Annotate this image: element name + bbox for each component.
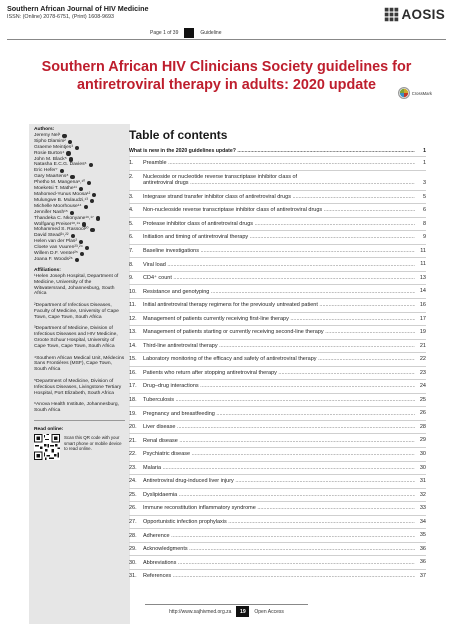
affiliation-item: ⁴Southern African Medical Unit, Médecins Sans Frontières (MSF), Cape Town, South Africa bbox=[34, 355, 125, 373]
orcid-icon[interactable] bbox=[62, 134, 66, 138]
toc-entry-number: 24. bbox=[129, 478, 137, 485]
author-name: Mohammed S. Rassool²⁰ bbox=[34, 227, 89, 233]
author-name: Michelle Moorhouse¹⁴ bbox=[34, 203, 82, 209]
toc-entry-text: Abbreviations ..... bbox=[143, 560, 415, 566]
toc-entry-title bbox=[143, 478, 415, 485]
toc-entry-title bbox=[143, 356, 415, 363]
affiliation-item: ³Department of Medicine, Division of Infectious Diseases and HIV Medicine, Groote Schuur Hospital, University of Cape Town, Cape Town, South Africa bbox=[34, 326, 118, 349]
toc-entry-title bbox=[143, 424, 415, 431]
author-name: Cloete van Vuuren²³,²⁴ bbox=[34, 245, 83, 251]
toc-entry-title bbox=[143, 397, 415, 404]
author-sidebar bbox=[29, 124, 130, 624]
toc-entry-text: What is new in the 2020 guidelines update? ..... bbox=[129, 146, 415, 156]
toc-entry[interactable] bbox=[129, 420, 426, 434]
affiliation-item: ¹Helen Joseph Hospital, Department of Medicine, University of the Witwatersrand, Johannesburg, South Africa bbox=[34, 273, 119, 297]
toc-entry-text: Dyslipidaemia ..... bbox=[143, 492, 415, 498]
toc-entry-page: 11 bbox=[420, 261, 426, 268]
toc-entry-number: 20. bbox=[129, 424, 137, 431]
toc-entry[interactable] bbox=[129, 542, 426, 556]
toc-entry-page: 35 bbox=[419, 532, 426, 539]
toc-entry-title bbox=[143, 519, 415, 526]
toc-entry-number: 4. bbox=[129, 207, 134, 214]
journal-url[interactable]: http://www.sajhivmed.org.za bbox=[169, 608, 232, 615]
toc-entry-page: 24 bbox=[419, 383, 426, 390]
toc-entry[interactable] bbox=[129, 379, 426, 393]
toc-entry-text: Third-line antiretroviral therapy ..... bbox=[143, 343, 415, 349]
toc-entry-page: 21 bbox=[419, 342, 426, 349]
toc-entry-text: Malaria ..... bbox=[143, 465, 415, 471]
toc-entry-text: Protease inhibitor class of antiretroviral drugs ..... bbox=[143, 221, 415, 227]
toc-entry-title bbox=[143, 329, 415, 336]
toc-entry[interactable] bbox=[129, 298, 426, 312]
toc-entry[interactable] bbox=[129, 366, 426, 380]
toc-entry-number: 5. bbox=[129, 220, 134, 227]
toc-entry[interactable] bbox=[129, 569, 426, 583]
affiliation-item: ²Department of Infectious Diseases, Faculty of Medicine, University of Cape Town, Cape Town, South Africa bbox=[34, 302, 119, 320]
toc-entry-title bbox=[143, 383, 415, 390]
toc-entry-number: 26. bbox=[129, 505, 137, 512]
toc-entry-line1: Nucleoside or nucleotide reverse transcriptase inhibitor class of bbox=[143, 173, 298, 180]
orcid-icon[interactable] bbox=[82, 222, 86, 226]
toc-entry-page: 34 bbox=[419, 518, 426, 525]
journal-name: Southern African Journal of HIV Medicine bbox=[7, 4, 149, 13]
page-label: Page 1 of 39 bbox=[150, 30, 179, 36]
toc-entry-text: Tuberculosis ..... bbox=[143, 397, 415, 403]
toc-entry[interactable] bbox=[129, 515, 426, 529]
issn: ISSN: (Online) 2078-6751, (Print) 1608-9693 bbox=[7, 14, 114, 20]
toc-entry-text: Initiation and timing of antiretroviral therapy ..... bbox=[143, 234, 415, 240]
toc-entry-number: 18. bbox=[129, 397, 137, 404]
toc-entry-number: 1. bbox=[129, 160, 134, 167]
toc-entry-title bbox=[143, 207, 415, 214]
toc-entry[interactable] bbox=[129, 339, 426, 353]
toc-entry-page: 30 bbox=[419, 464, 426, 471]
orcid-icon[interactable] bbox=[90, 199, 94, 203]
toc-entry-title bbox=[143, 546, 415, 553]
toc-entry-number: 9. bbox=[129, 275, 134, 282]
orcid-icon[interactable] bbox=[70, 175, 74, 179]
toc-entry[interactable] bbox=[129, 284, 426, 298]
read-online-heading: Read online: bbox=[34, 426, 64, 432]
toc-entry-page: 26 bbox=[419, 410, 426, 417]
toc-entry-text: antiretroviral drugs ..... bbox=[143, 180, 415, 187]
author-name: Gary Maartens⁸ bbox=[34, 174, 69, 180]
author-name: Natasha E.C.G. Davies⁶ bbox=[34, 162, 87, 168]
toc-entry-title bbox=[143, 234, 415, 241]
toc-entry-page: 11 bbox=[420, 247, 426, 254]
toc-entry-text: Laboratory monitoring of the efficacy and safety of antiretroviral therapy ..... bbox=[143, 356, 415, 362]
orcid-icon[interactable] bbox=[69, 157, 73, 161]
affiliations-heading: Affiliations: bbox=[34, 267, 61, 273]
toc-entry-title bbox=[143, 438, 415, 445]
toc-entry-page: 6 bbox=[422, 207, 426, 214]
toc-entry-title bbox=[143, 505, 415, 512]
header-rule bbox=[7, 39, 446, 40]
black-tab bbox=[184, 28, 194, 38]
toc-entry-page: 29 bbox=[419, 437, 426, 444]
toc-entry[interactable] bbox=[129, 406, 426, 420]
orcid-icon[interactable] bbox=[75, 258, 79, 262]
affiliation-item: ⁵Department of Medicine, Division of Infectious Diseases, Livingstone Tertiary Hospital, Port Elizabeth, South Africa bbox=[34, 378, 122, 396]
orcid-icon[interactable] bbox=[71, 234, 75, 238]
toc-entry-number: 10. bbox=[129, 288, 137, 295]
toc-entry-title bbox=[143, 289, 415, 296]
toc-entry[interactable] bbox=[129, 447, 426, 461]
toc-entry-number: 30. bbox=[129, 559, 137, 566]
toc-entry-page: 9 bbox=[422, 234, 426, 241]
toc-entry-text: Opportunistic infection prophylaxis ..... bbox=[143, 519, 415, 525]
toc-entry-page: 14 bbox=[419, 288, 426, 295]
toc-heading: Table of contents bbox=[129, 128, 228, 142]
toc-entry-text: Immune reconstitution inflammatory syndrome ..... bbox=[143, 505, 415, 511]
author-name: Sipho Dlamini² bbox=[34, 138, 66, 144]
orcid-icon[interactable] bbox=[90, 228, 94, 232]
page-strip bbox=[150, 28, 222, 38]
toc-entry-page: 5 bbox=[422, 193, 426, 200]
author-name: Willem D.F. Venter²⁵ bbox=[34, 251, 78, 257]
toc-entry-page: 31 bbox=[419, 478, 426, 485]
toc-entry-number: 15. bbox=[129, 356, 137, 363]
toc-entry-page: 37 bbox=[419, 572, 426, 579]
qr-caption: Scan this QR code with your smart phone or mobile device to read online. bbox=[64, 435, 122, 452]
toc-entry-title bbox=[143, 221, 415, 228]
toc-entry-number: 16. bbox=[129, 369, 137, 376]
orcid-icon[interactable] bbox=[87, 181, 91, 185]
toc-entry-page: 22 bbox=[419, 356, 426, 363]
toc-entry[interactable] bbox=[129, 393, 426, 407]
toc-entry-text: Antiretroviral drug-induced liver injury ..... bbox=[143, 478, 415, 484]
toc-entry-page: 1 bbox=[422, 159, 426, 166]
toc-entry-number: 3. bbox=[129, 193, 134, 200]
orcid-icon[interactable] bbox=[92, 193, 96, 197]
toc-top-entry[interactable] bbox=[129, 146, 426, 156]
toc-entry-text: Patients who return after stopping antiretroviral therapy ..... bbox=[143, 370, 415, 376]
toc-entry-text: Management of patients currently receiving first-line therapy ..... bbox=[143, 316, 415, 322]
toc-entry-page: 16 bbox=[419, 301, 426, 308]
toc-entry-title bbox=[143, 262, 415, 269]
publisher-name: AOSIS bbox=[401, 7, 445, 22]
toc-entry[interactable] bbox=[129, 190, 426, 204]
orcid-icon[interactable] bbox=[66, 151, 70, 155]
toc-entry-page: 30 bbox=[419, 450, 426, 457]
toc-entry[interactable] bbox=[129, 555, 426, 569]
crossmark-icon bbox=[398, 87, 410, 99]
orcid-icon[interactable] bbox=[84, 205, 88, 209]
qr-block bbox=[34, 434, 125, 460]
toc-entry-title bbox=[143, 573, 415, 580]
toc-entry-text: References ..... bbox=[143, 573, 415, 579]
toc-entry[interactable] bbox=[129, 156, 426, 170]
toc-entry-page: 13 bbox=[419, 274, 426, 281]
publisher-logo bbox=[384, 7, 445, 22]
toc-entry-text: Resistance and genotyping ..... bbox=[143, 289, 415, 295]
toc-entry-title bbox=[143, 160, 415, 167]
toc-entry[interactable] bbox=[129, 488, 426, 502]
toc-entry-text: Drug–drug interactions ..... bbox=[143, 383, 415, 389]
author-name: John M. Black⁵ bbox=[34, 156, 67, 162]
toc-entry-page: 33 bbox=[419, 505, 426, 512]
author-name: Jeremy Nel¹ bbox=[34, 132, 61, 138]
sidebar-divider bbox=[34, 420, 125, 421]
crossmark-label: CrossMark bbox=[411, 90, 432, 96]
toc-entry-number: 29. bbox=[129, 546, 137, 553]
toc-entry-text: Baseline investigations ..... bbox=[143, 248, 415, 254]
toc-entry-number: 6. bbox=[129, 234, 134, 241]
toc-entry[interactable] bbox=[129, 325, 426, 339]
table-of-contents bbox=[129, 128, 426, 583]
toc-entry-number: 13. bbox=[129, 329, 137, 336]
orcid-icon[interactable] bbox=[79, 240, 83, 244]
toc-entry-text: Preamble ..... bbox=[143, 160, 415, 166]
toc-entry-title bbox=[143, 451, 415, 458]
toc-entry-text: Integrase strand transfer inhibitor class of antiretroviral drugs ..... bbox=[143, 194, 415, 200]
page-number: 19 bbox=[236, 606, 249, 617]
toc-entry[interactable] bbox=[129, 474, 426, 488]
toc-entry-title bbox=[143, 370, 415, 377]
article-title: Southern African HIV Clinicians Society guidelines for antiretroviral therapy in adults: 2020 update bbox=[41, 59, 412, 93]
toc-entry-title bbox=[143, 174, 415, 187]
toc-entry-text: Viral load ..... bbox=[143, 262, 415, 268]
toc-entry-page: 17 bbox=[419, 315, 426, 322]
author-name: Moeketsi T. Mathe¹¹ bbox=[34, 186, 77, 192]
orcid-icon[interactable] bbox=[80, 252, 84, 256]
orcid-icon[interactable] bbox=[68, 140, 72, 144]
toc-entry-title bbox=[143, 194, 415, 201]
toc-entry-number: 27. bbox=[129, 518, 137, 525]
qr-code-icon[interactable] bbox=[34, 434, 60, 460]
toc-entry-text: Pregnancy and breastfeeding ..... bbox=[143, 411, 415, 417]
toc-entry-number: 11. bbox=[129, 302, 137, 309]
toc-entry-page: 28 bbox=[419, 423, 426, 430]
toc-entry[interactable] bbox=[129, 257, 426, 271]
toc-entry-title bbox=[143, 316, 415, 323]
toc-entry[interactable] bbox=[129, 501, 426, 515]
author-name: Phetho M. Mangena⁹,¹⁰ bbox=[34, 180, 86, 186]
toc-entry-title bbox=[143, 343, 415, 350]
toc-entry-page: 36 bbox=[419, 559, 426, 566]
authors-heading: Authors: bbox=[34, 127, 55, 132]
toc-entry-number: 19. bbox=[129, 410, 137, 417]
orcid-icon[interactable] bbox=[85, 246, 89, 250]
orcid-icon[interactable] bbox=[60, 169, 64, 173]
author-name: Wolfgang Preiser¹⁸,¹⁹ bbox=[34, 221, 81, 227]
toc-entry-number: 31. bbox=[129, 573, 137, 580]
toc-entry-number: 12. bbox=[129, 315, 137, 322]
affiliation-list bbox=[34, 274, 125, 414]
author-name: Eric Hefer⁷ bbox=[34, 168, 58, 174]
toc-entry-page: 25 bbox=[419, 396, 426, 403]
toc-entry-text: Management of patients starting or currently receiving second-line therapy ..... bbox=[143, 329, 415, 335]
toc-entry-text: Renal disease ..... bbox=[143, 438, 415, 444]
toc-entry-number: 17. bbox=[129, 383, 137, 390]
journal-header bbox=[7, 4, 307, 21]
toc-entry-number: 22. bbox=[129, 451, 137, 458]
author-name: Thandeka C. Nkonyane¹⁶,¹⁷ bbox=[34, 215, 94, 221]
toc-entry[interactable] bbox=[129, 203, 426, 217]
author-name: Joana F. Woods²⁶ bbox=[34, 256, 73, 262]
toc-entry-page: 36 bbox=[419, 545, 426, 552]
toc-entry-title bbox=[143, 411, 415, 418]
article-type: Guideline bbox=[200, 30, 222, 36]
toc-entry-page: 23 bbox=[419, 369, 426, 376]
toc-entry[interactable] bbox=[129, 528, 426, 542]
toc-entry-text: CD4⁺ count ..... bbox=[143, 275, 415, 281]
toc-entry[interactable] bbox=[129, 230, 426, 244]
toc-entry-number: 21. bbox=[129, 437, 137, 444]
toc-entry[interactable] bbox=[129, 312, 426, 326]
toc-entry-number: 2. bbox=[129, 173, 134, 180]
toc-entry[interactable] bbox=[129, 433, 426, 447]
toc-entry-page: 19 bbox=[419, 329, 426, 336]
toc-entry-number: 7. bbox=[129, 248, 134, 255]
orcid-icon[interactable] bbox=[89, 163, 93, 167]
author-name: Mahomed-Yunus Moosa¹² bbox=[34, 191, 91, 197]
toc-entry-page: 32 bbox=[419, 491, 426, 498]
toc-entry-page: 1 bbox=[423, 148, 426, 154]
toc-entry[interactable] bbox=[129, 461, 426, 475]
toc-entry-title bbox=[143, 248, 415, 255]
author-list bbox=[34, 133, 125, 263]
toc-entry-text: Liver disease ..... bbox=[143, 424, 415, 430]
toc-entry[interactable] bbox=[129, 244, 426, 258]
toc-entry-page: 3 bbox=[422, 180, 426, 187]
toc-entry-text: Acknowledgments ..... bbox=[143, 546, 415, 552]
toc-entry-title bbox=[143, 465, 415, 472]
toc-entry-number: 14. bbox=[129, 342, 137, 349]
orcid-icon[interactable] bbox=[70, 211, 74, 215]
toc-entry-number: 28. bbox=[129, 532, 137, 539]
author-name: David Stead²¹,²² bbox=[34, 233, 69, 239]
toc-entry-text: Adherence ..... bbox=[143, 533, 415, 539]
author-name: Mulungwe B. Mulaudzi,¹³ bbox=[34, 197, 88, 203]
page-footer bbox=[0, 606, 453, 617]
toc-entry-title bbox=[143, 302, 415, 309]
toc-entry[interactable] bbox=[129, 352, 426, 366]
aosis-logo-icon bbox=[384, 7, 399, 22]
toc-entry-text: Non-nucleoside reverse transcriptase inhibitor class of antiretroviral drugs ..... bbox=[143, 207, 415, 213]
affiliation-item: ⁶Anova Health Institute, Johannesburg, South Africa bbox=[34, 402, 119, 414]
author-name: Rosie Burton⁴ bbox=[34, 150, 65, 156]
toc-entry-page: 8 bbox=[422, 220, 426, 227]
toc-entry-title bbox=[143, 533, 415, 540]
author-item bbox=[34, 257, 125, 263]
footer-rule bbox=[145, 604, 308, 605]
toc-entry-title bbox=[143, 560, 415, 567]
toc-entry[interactable] bbox=[129, 271, 426, 285]
toc-entry-text: Psychiatric disease ..... bbox=[143, 451, 415, 457]
toc-entry-text: Initial antiretroviral therapy regimens for the previously untreated patient ..... bbox=[143, 302, 415, 308]
toc-entry-title bbox=[143, 275, 415, 282]
toc-entry-title bbox=[143, 492, 415, 499]
author-name: Jennifer Nash¹⁵ bbox=[34, 209, 68, 215]
toc-entry[interactable] bbox=[129, 217, 426, 231]
crossmark-badge[interactable] bbox=[398, 87, 432, 99]
open-access-label: Open Access bbox=[254, 608, 284, 615]
toc-entry-number: 23. bbox=[129, 464, 137, 471]
orcid-icon[interactable] bbox=[75, 146, 79, 150]
author-name: Helen van der Plas² bbox=[34, 239, 77, 245]
toc-entry[interactable] bbox=[129, 170, 426, 190]
toc-entry-number: 25. bbox=[129, 491, 137, 498]
toc-list bbox=[129, 156, 426, 583]
orcid-icon[interactable] bbox=[79, 187, 83, 191]
toc-entry-number: 8. bbox=[129, 261, 134, 268]
orcid-icon[interactable] bbox=[96, 216, 100, 220]
author-name: Graeme Meintjes³ bbox=[34, 144, 73, 150]
